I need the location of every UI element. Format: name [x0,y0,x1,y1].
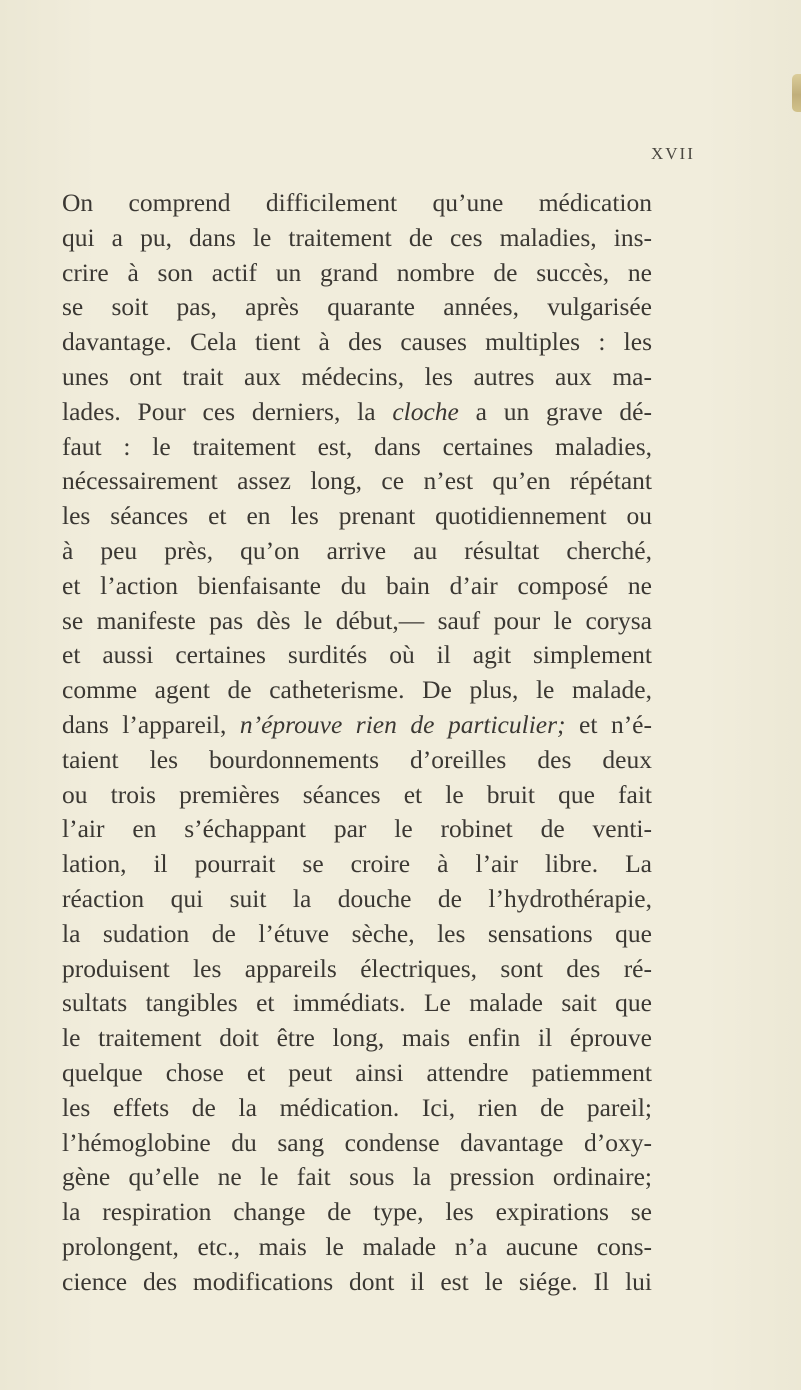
text-line: la respiration change de type, les expirations se [62,1197,652,1227]
text-line: faut : le traitement est, dans certaines maladies, [62,431,652,461]
text-line: produisent les appareils électriques, sont des ré- [62,953,652,983]
text-line [62,395,652,430]
text-line: gène qu’elle ne le fait sous la pression ordinaire; [62,1162,652,1192]
text-line: crire à son actif un grand nombre de succès, ne [62,257,652,287]
text-run: et n’é- [565,709,652,739]
text-line: se manifeste pas dès le début,— sauf pour le corysa [62,605,652,635]
text-line: à peu près, qu’on arrive au résultat cherché, [62,535,652,565]
text-run: lades. Pour ces derniers, la [62,396,393,426]
page-edge-mark [792,74,801,112]
text-line: les séances et en les prenant quotidiennement ou [62,501,652,531]
text-line: le traitement doit être long, mais enfin il éprouve [62,1023,652,1053]
text-line: On comprend difficilement qu’une médication [62,188,652,217]
text-line: qui a pu, dans le traitement de ces maladies, ins- [62,222,652,252]
text-line: l’hémoglobine du sang condense davantage d’oxy- [62,1127,652,1157]
text-line: et l’action bienfaisante du bain d’air composé ne [62,570,652,600]
italic-phrase: n’éprouve rien de particulier; [239,709,566,739]
text-line: réaction qui suit la douche de l’hydrothérapie, [62,883,652,913]
text-line: taient les bourdonnements d’oreilles des deux [62,744,652,774]
text-line: et aussi certaines surdités où il agit simplement [62,640,652,670]
text-line: la sudation de l’étuve sèche, les sensations que [62,918,652,948]
text-run: a un grave dé- [458,396,652,426]
text-line: unes ont trait aux médecins, les autres aux ma- [62,361,652,391]
text-line: lation, il pourrait se croire à l’air libre. La [62,849,652,879]
text-line: davantage. Cela tient à des causes multiples : les [62,327,652,357]
text-line: les effets de la médication. Ici, rien de pareil; [62,1092,652,1122]
text-line: comme agent de catheterisme. De plus, le malade, [62,675,652,705]
text-run: dans l’appareil, [62,709,240,739]
body-text [62,186,652,1300]
page-number: XVII [651,144,695,163]
text-line: l’air en s’échappant par le robinet de venti- [62,814,652,844]
text-line: prolongent, etc., mais le malade n’a aucune cons- [62,1231,652,1261]
text-line [62,708,652,743]
text-line: ou trois premières séances et le bruit que fait [62,779,652,809]
text-line: se soit pas, après quarante années, vulgarisée [62,292,652,322]
text-line: nécessairement assez long, ce n’est qu’en répétant [62,466,652,496]
text-line: sultats tangibles et immédiats. Le malade sait que [62,988,652,1018]
text-line: quelque chose et peut ainsi attendre patiemment [62,1057,652,1087]
italic-term: cloche [392,396,459,426]
text-line: cience des modifications dont il est le siége. Il lui [62,1266,652,1296]
